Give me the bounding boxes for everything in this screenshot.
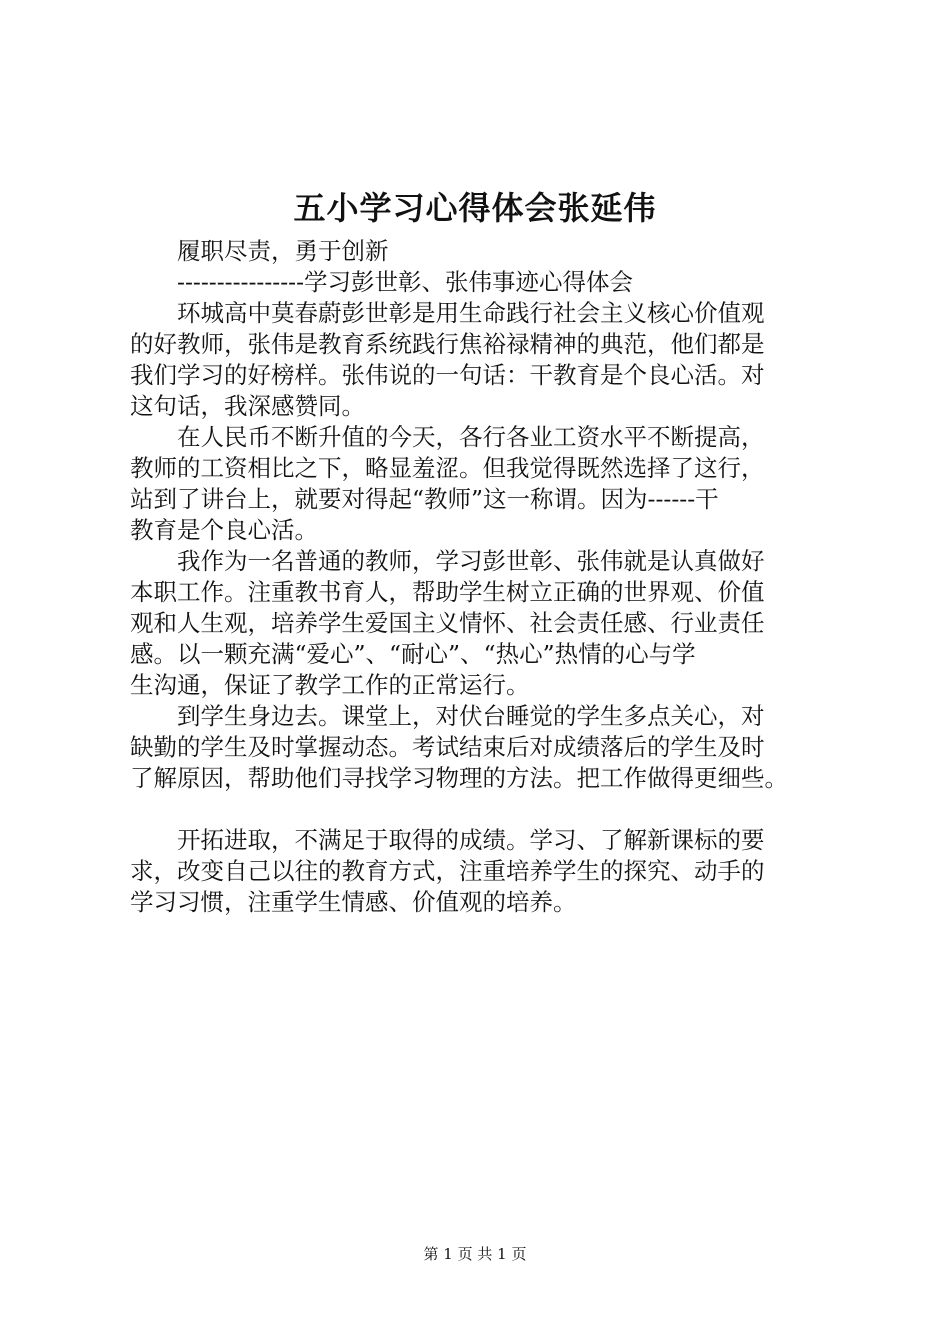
body-line: 学习习惯，注重学生情感、价值观的培养。 — [130, 888, 577, 916]
body-line: 我们学习的好榜样。张伟说的一句话：干教育是个良心活。对 — [130, 361, 765, 389]
body-line: 这句话，我深感赞同。 — [130, 392, 365, 420]
document-body — [130, 236, 835, 918]
body-line: ----------------学习彭世彰、张伟事迹心得体会 — [130, 268, 634, 296]
body-line: 本职工作。注重教书育人，帮助学生树立正确的世界观、价值 — [130, 578, 765, 606]
body-line: 我作为一名普通的教师，学习彭世彰、张伟就是认真做好 — [130, 547, 765, 575]
body-line: 感。以一颗充满“爱心”、“耐心”、“热心”热情的心与学 — [130, 640, 696, 668]
body-line: 开拓进取，不满足于取得的成绩。学习、了解新课标的要 — [130, 826, 765, 854]
body-line: 履职尽责，勇于创新 — [130, 237, 389, 265]
blank-line — [130, 794, 835, 825]
body-line: 生沟通，保证了教学工作的正常运行。 — [130, 671, 530, 699]
body-line: 求，改变自己以往的教育方式，注重培养学生的探究、动手的 — [130, 857, 765, 885]
body-line: 站到了讲台上，就要对得起“教师”这一称谓。因为------干 — [130, 485, 719, 513]
body-line: 在人民币不断升值的今天，各行各业工资水平不断提高， — [130, 423, 765, 451]
document-title: 五小学习心得体会张延伟 — [293, 189, 657, 227]
body-line: 缺勤的学生及时掌握动态。考试结束后对成绩落后的学生及时 — [130, 733, 765, 761]
body-line: 教师的工资相比之下，略显羞涩。但我觉得既然选择了这行， — [130, 454, 765, 482]
body-line: 到学生身边去。课堂上，对伏台睡觉的学生多点关心，对 — [130, 702, 765, 730]
page-footer: 第 1 页 共 1 页 — [423, 1245, 527, 1263]
body-line: 观和人生观，培养学生爱国主义情怀、社会责任感、行业责任 — [130, 609, 765, 637]
body-line: 的好教师，张伟是教育系统践行焦裕禄精神的典范，他们都是 — [130, 330, 765, 358]
body-line: 教育是个良心活。 — [130, 516, 318, 544]
body-line: 环城高中莫春蔚彭世彰是用生命践行社会主义核心价值观 — [130, 299, 765, 327]
body-line: 了解原因，帮助他们寻找学习物理的方法。把工作做得更细些。 — [130, 764, 788, 792]
